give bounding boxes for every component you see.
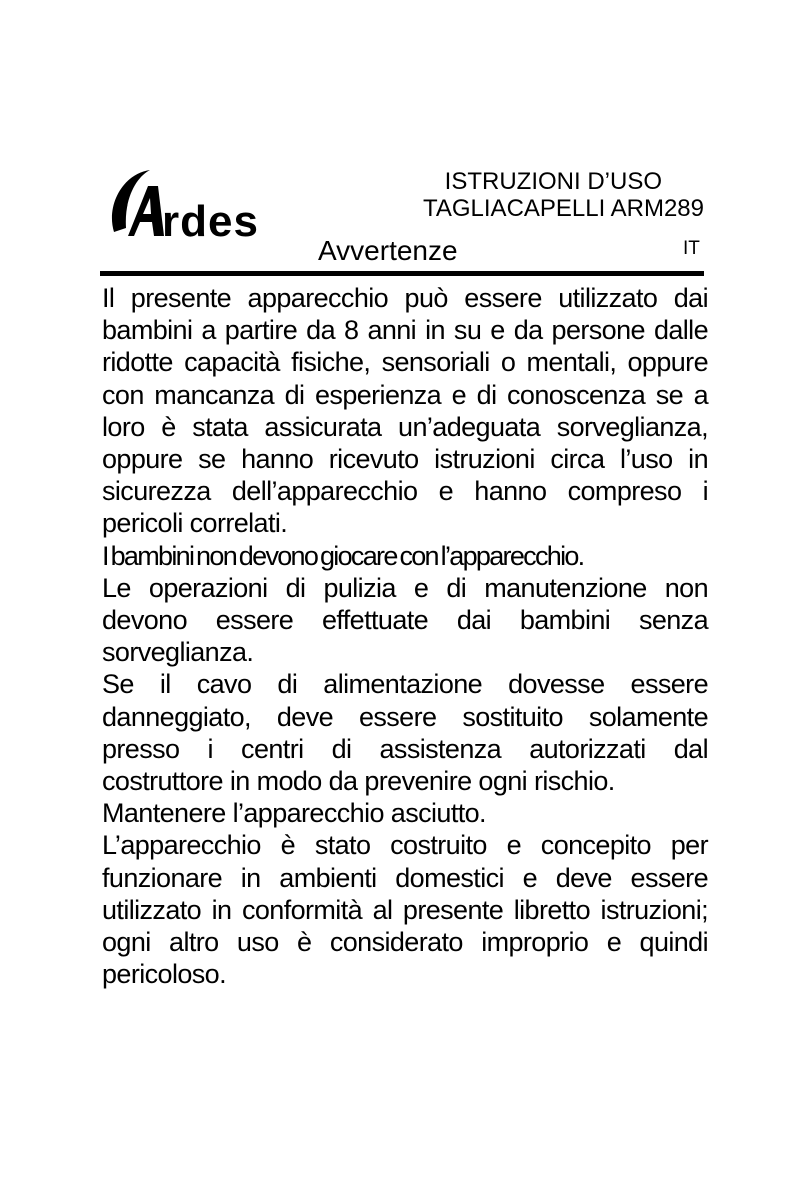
- warning-paragraph: Le operazioni di pulizia e di manutenzione non devono essere effettuate dai bambini senza sorveglianza.: [102, 572, 708, 668]
- section-title: Avvertenze: [318, 235, 458, 266]
- warning-paragraph: Il presente apparecchio può essere utilizzato dai bambini a partire da 8 anni in su e da persone dalle ridotte capacità fisiche, sensoriali o mentali, oppure con mancanza di esperienza e di conoscenza se a loro è stata assicurata un’adeguata sorveglianza, oppure se hanno ricevuto istruzioni circa l’uso in sicurezza dell’apparecchio e hanno compreso i pericoli correlati.: [102, 283, 708, 539]
- warning-paragraph: Mantenere l’apparecchio asciutto.: [102, 798, 486, 829]
- language-code: IT: [683, 238, 700, 259]
- warnings-body: [102, 282, 708, 990]
- header-divider: [100, 271, 704, 276]
- warning-paragraph: Se il cavo di alimentazione dovesse essere danneggiato, deve essere sostituito solamente presso i centri di assistenza autorizzati dal costruttore in modo da prevenire ogni rischio.: [102, 669, 708, 797]
- product-title: TAGLIACAPELLI ARM289: [422, 195, 704, 222]
- document-header: [330, 168, 704, 222]
- warning-paragraph: L’apparecchio è stato costruito e concepito per funzionare in ambienti domestici e deve essere utilizzato in conformità al presente libretto istruzioni; ogni altro uso è considerato improprio e quindi pericoloso.: [102, 830, 708, 990]
- warning-paragraph: I bambini non devono giocare con l’apparecchio.: [102, 540, 584, 571]
- ardes-logo-graphic: [104, 166, 286, 242]
- svg-text:rdes: rdes: [162, 197, 259, 242]
- ardes-logo: [104, 166, 286, 242]
- instructions-title: ISTRUZIONI D’USO: [444, 168, 662, 195]
